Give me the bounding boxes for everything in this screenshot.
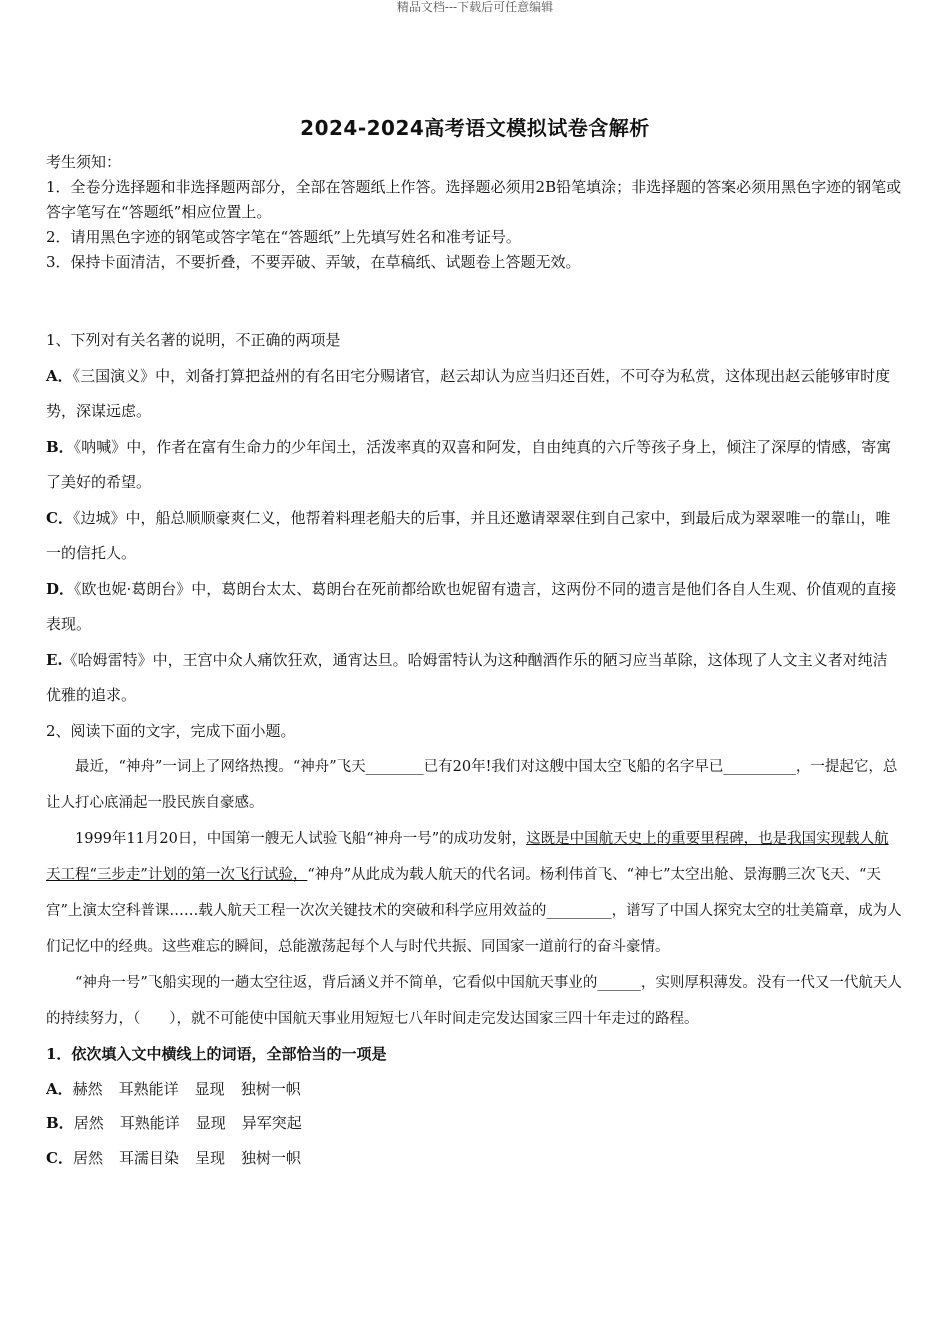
- notice-item: 1．全卷分选择题和非选择题两部分，全部在答题纸上作答。选择题必须用2B铅笔填涂；非选择题的答案必须用黑色字迹的钢笔或答字笔写在“答题纸”相应位置上。: [46, 178, 902, 221]
- page-title: 2024-2024高考语文模拟试卷含解析: [300, 116, 650, 140]
- question-stem: 2、阅读下面的文字，完成下面小题。: [46, 721, 296, 740]
- document-body: [46, 150, 902, 1175]
- option-b: B．居然 耳熟能详 显现 异军突起: [46, 1114, 302, 1132]
- underlined-sentence: 这既是中国航天史上的重要里程碑，也是我国实现载人航天工程“三步走”计划的第一次飞行试验，: [46, 831, 889, 883]
- passage-paragraph: “神舟一号”飞船实现的一趟太空往返，背后涵义并不简单，它看似中国航天事业的______，实则厚积薄发。没有一代又一代航天人的持续努力，（ ），就不可能使中国航天事业用短短七八年时间走完发达国家三四十年走过的路程。: [46, 975, 902, 1027]
- notice-item: 3．保持卡面清洁，不要折叠，不要弄破、弄皱，在草稿纸、试题卷上答题无效。: [46, 253, 581, 271]
- option-c: C．居然 耳濡目染 呈现 独树一帜: [46, 1148, 302, 1167]
- option-a: A．《三国演义》中，刘备打算把益州的有名田宅分赐诸官，赵云却认为应当归还百姓，不可夺为私赏，这体现出赵云能够审时度势，深谋远虑。: [46, 366, 891, 420]
- passage-paragraph: 1999年11月20日，中国第一艘无人试验飞船“神舟一号”的成功发射，这既是中国航天史上的重要里程碑，也是我国实现载人航天工程“三步走”计划的第一次飞行试验，“神舟”从此成为载人航天的代名词。杨利伟首飞、“神七”太空出舱、景海鹏三次飞天、“天宫”上演太空科普课……载人航天工程一次次关键技术的突破和科学应用效益的_________，谱写了中国人探究太空的壮美篇章，成为人们记忆中的经典。这些难忘的瞬间，总能激荡起每个人与时代共振、同国家一道前行的奋斗豪情。: [46, 831, 902, 955]
- passage-paragraph: 最近，“神舟”一词上了网络热搜。“神舟”飞天________已有20年!我们对这艘中国太空飞船的名字早已__________，一提起它，总让人打心底涌起一股民族自豪感。: [46, 759, 898, 811]
- option-e: E.《哈姆雷特》中，王宫中众人痛饮狂欢，通宵达旦。哈姆雷特认为这种酗酒作乐的陋习应当革除，这体现了人文主义者对纯洁优雅的追求。: [46, 650, 888, 704]
- exam-notice: [46, 150, 902, 275]
- page-header: 精品文档---下载后可任意编辑: [396, 0, 554, 14]
- option-a: A．赫然 耳熟能详 显现 独树一帜: [46, 1079, 301, 1098]
- option-b: B．《呐喊》中，作者在富有生命力的少年闰土，活泼率真的双喜和阿发，自由纯真的六斤等孩子身上，倾注了深厚的情感，寄寓了美好的希望。: [46, 437, 892, 491]
- question-stem: 1、下列对有关名著的说明，不正确的两项是: [46, 331, 341, 349]
- question-stem: 1．依次填入文中横线上的词语，全部恰当的一项是: [46, 1045, 387, 1063]
- question-1: [46, 323, 902, 749]
- option-d: D．《欧也妮·葛朗台》中，葛朗台太太、葛朗台在死前都给欧也妮留有遗言，这两份不同的遗言是他们各自人生观、价值观的直接表现。: [46, 579, 897, 633]
- reading-passage: [46, 749, 902, 1037]
- notice-item: 2．请用黑色字迹的钢笔或答字笔在“答题纸”上先填写姓名和准考证号。: [46, 228, 521, 246]
- notice-heading: 考生须知：: [46, 153, 122, 171]
- sub-question-1: [46, 1037, 902, 1175]
- option-c: C．《边城》中，船总顺顺豪爽仁义，他帮着料理老船夫的后事，并且还邀请翠翠住到自己家中，到最后成为翠翠唯一的靠山，唯一的信托人。: [46, 508, 891, 562]
